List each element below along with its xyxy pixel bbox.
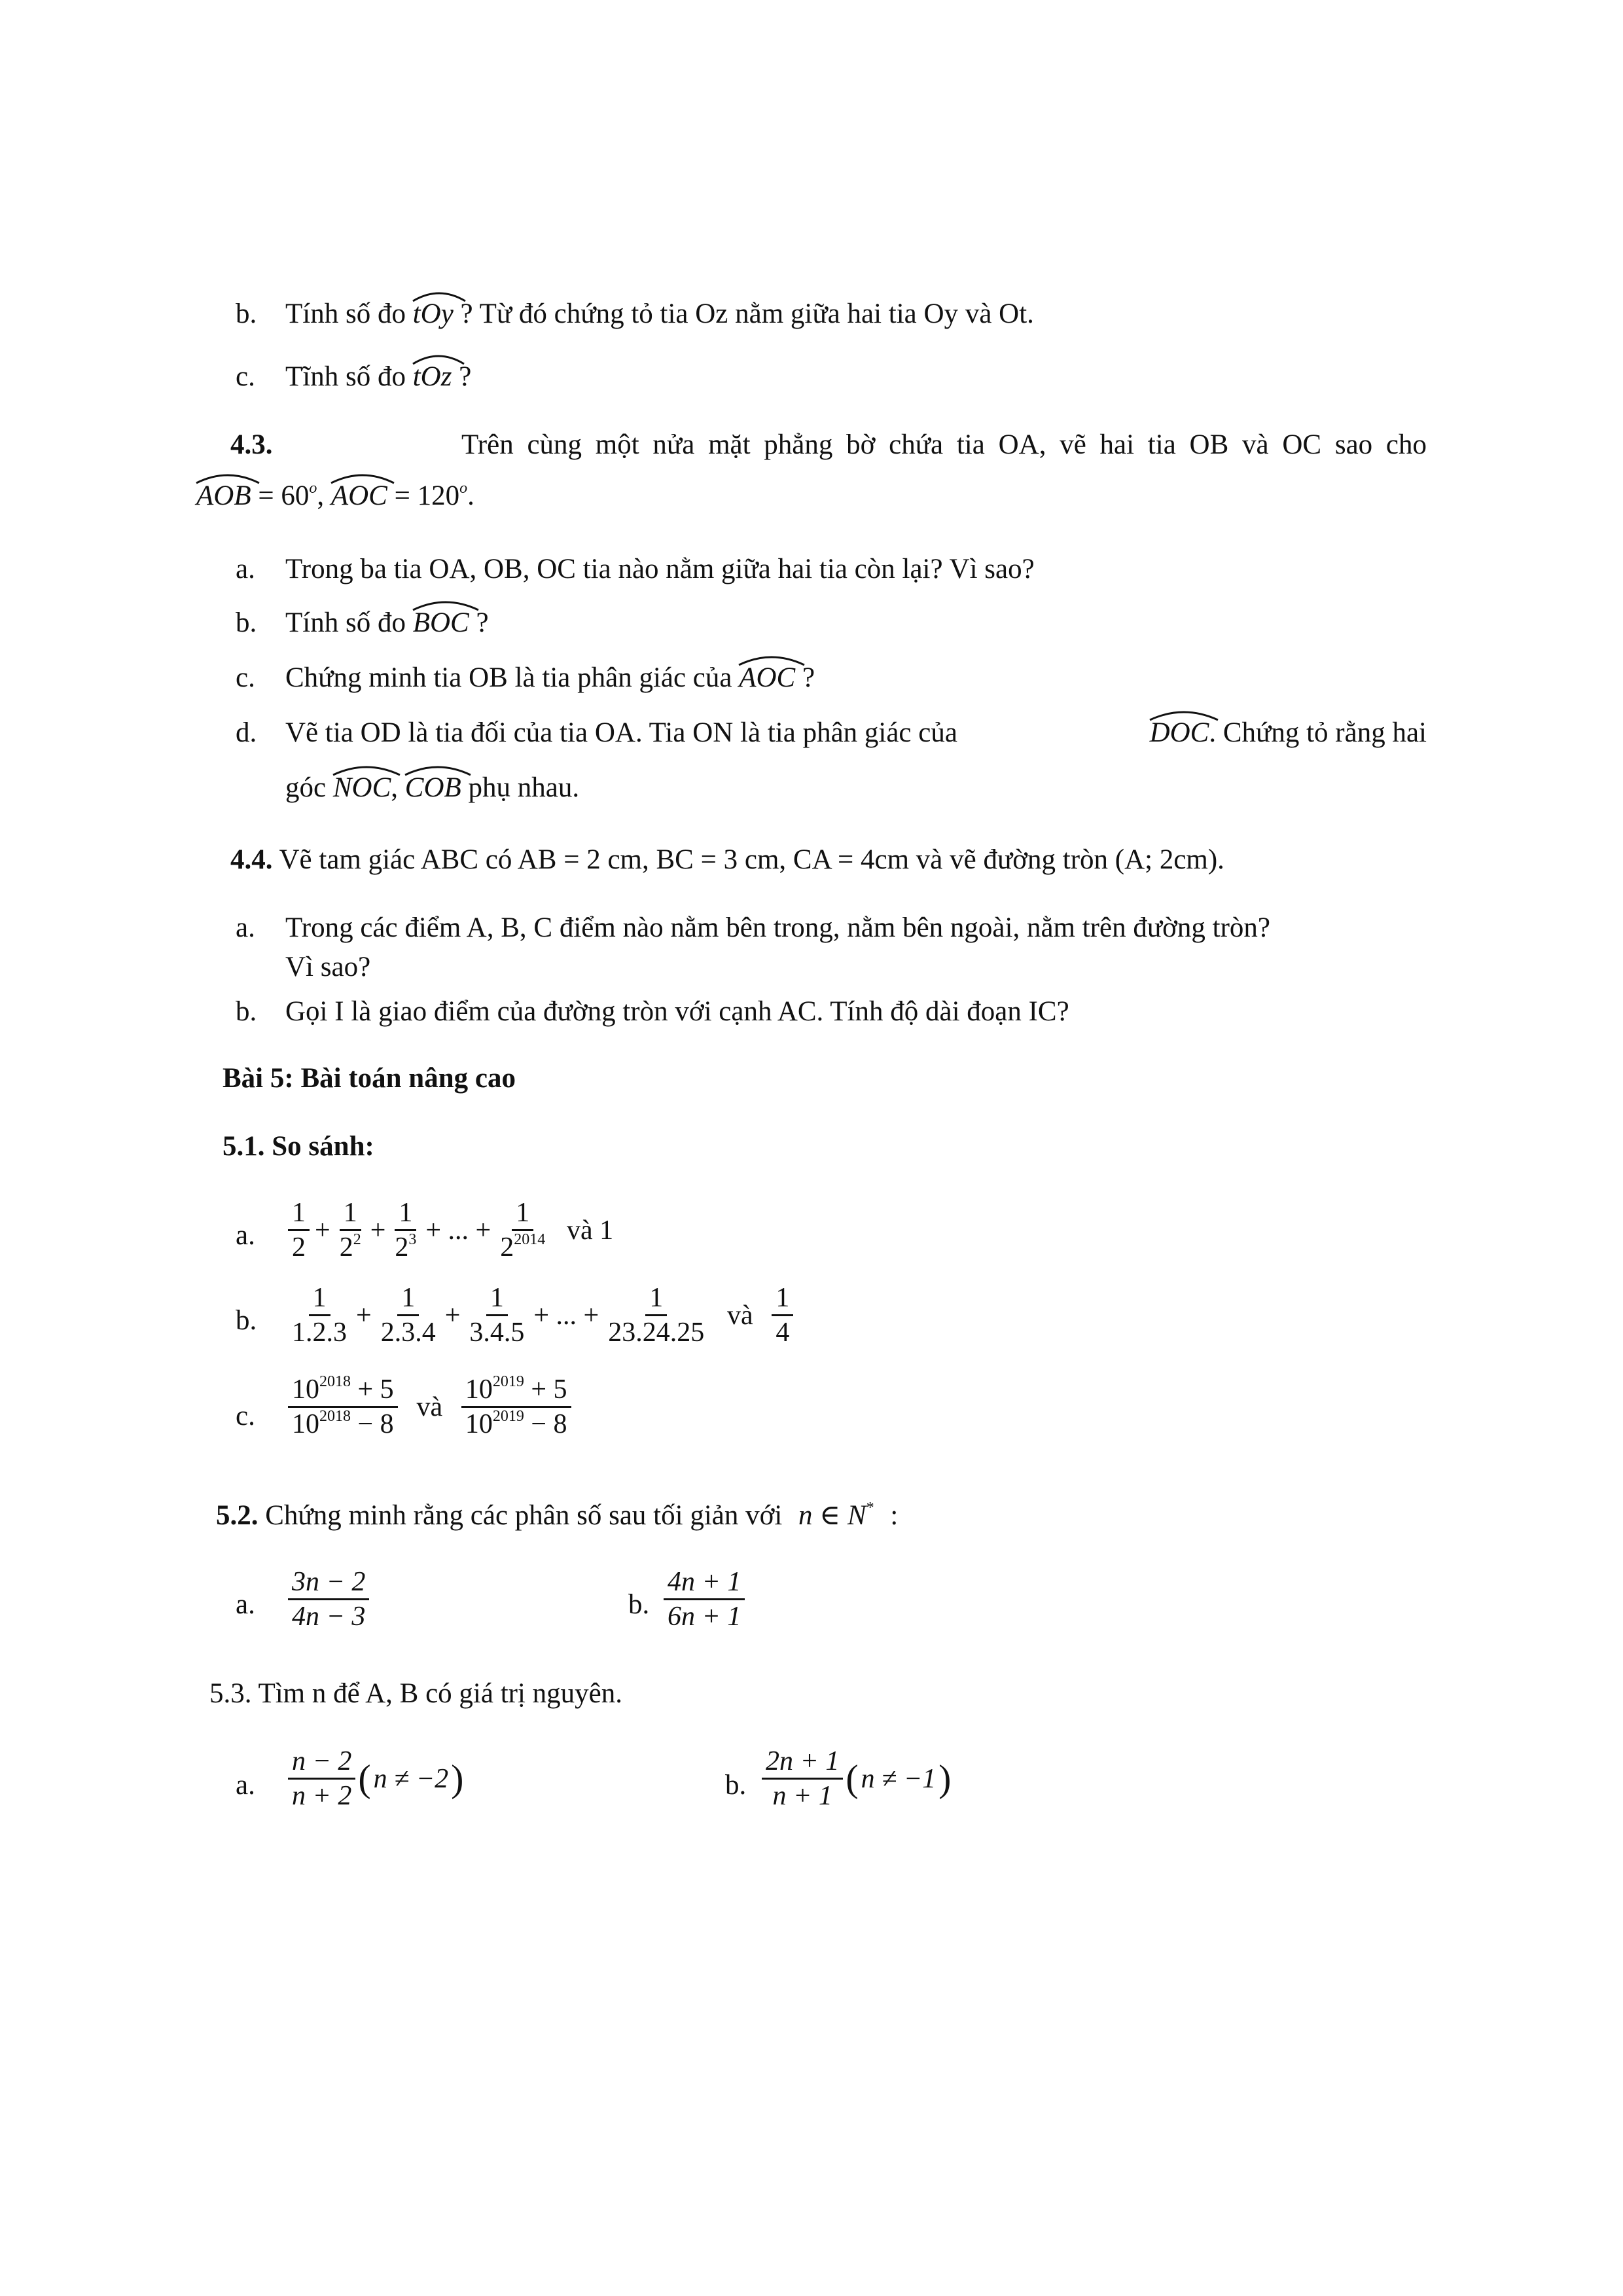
angle-symbol [413, 605, 469, 641]
problem-5-2 [216, 1498, 898, 1534]
fraction [391, 1196, 420, 1264]
item-label: c. [236, 662, 255, 693]
angle-name: AOB [196, 480, 251, 511]
separator: , [391, 772, 399, 803]
fraction [496, 1196, 549, 1264]
fraction [288, 1282, 351, 1349]
denominator [288, 1408, 398, 1441]
expression-5-3-b [759, 1745, 951, 1812]
denominator: 4 [776, 1318, 790, 1348]
angle-symbol [196, 478, 251, 514]
math-value: = 120 [394, 480, 460, 511]
angle-symbol [331, 478, 387, 514]
fraction [288, 1566, 369, 1633]
base: 2 [500, 1232, 514, 1263]
math-value: = 60 [258, 480, 310, 511]
item-label: a. [236, 1589, 255, 1620]
base: 2 [339, 1232, 353, 1263]
expression-5-3-a [285, 1745, 463, 1812]
item-label: a. [236, 1770, 255, 1801]
term: − 8 [531, 1409, 567, 1439]
text-span: phụ nhau. [468, 772, 580, 803]
problem-number: 4.4. [230, 844, 273, 875]
numerator: 1 [309, 1282, 330, 1316]
denominator [391, 1231, 420, 1264]
angle-name: DOC [1149, 717, 1209, 748]
fraction [336, 1196, 365, 1264]
text-span: Tính số đo [285, 607, 406, 638]
angle-symbol [413, 359, 452, 395]
item-text [285, 715, 1427, 751]
separator: . [467, 480, 474, 511]
base: 10 [465, 1409, 493, 1439]
angle-name: tOz [412, 361, 452, 392]
subsection-title: 5.1. So sánh: [223, 1131, 374, 1162]
expression-5-2-a [285, 1566, 372, 1633]
problem-text: Trên cùng một nửa mặt phẳng bờ chứa tia OA, vẽ hai tia OB và OC sao cho [461, 429, 1427, 460]
item-label: d. [236, 717, 257, 748]
problem-text: Vẽ tam giác ABC có AB = 2 cm, BC = 3 cm, CA = 4cm và vẽ đường tròn (A; 2cm). [279, 844, 1224, 875]
operator: + ... + [533, 1300, 599, 1331]
numerator: 1 [288, 1196, 310, 1231]
numerator: 1 [486, 1282, 508, 1316]
item-label: c. [236, 1401, 255, 1431]
text-span: góc [285, 772, 327, 803]
angle-symbol [333, 770, 391, 806]
item-text: Gọi I là giao điểm của đường tròn với cạnh AC. Tính độ dài đoạn IC? [285, 996, 1069, 1027]
expression-5-1-a [285, 1196, 616, 1264]
angle-symbol [739, 660, 795, 696]
text-span: ? Từ đó chứng tỏ tia Oz nằm giữa hai tia Oy và Ot. [460, 298, 1034, 329]
item-text [285, 359, 471, 395]
expression-5-1-c [285, 1373, 574, 1441]
fraction [604, 1282, 708, 1349]
denominator [461, 1408, 571, 1441]
item-label: a. [236, 554, 255, 584]
denominator: 3.4.5 [469, 1318, 525, 1348]
parenthesis: ) [938, 1757, 952, 1800]
item-label: b. [236, 607, 257, 638]
angle-symbol [1150, 715, 1209, 751]
numerator: 1 [645, 1282, 667, 1316]
item-label: b. [628, 1589, 650, 1620]
denominator: n + 2 [292, 1781, 352, 1811]
denominator: 23.24.25 [608, 1318, 705, 1348]
condition: n ≠ −1 [861, 1763, 936, 1794]
item-text: Trong các điểm A, B, C điểm nào nằm bên trong, nằm bên ngoài, nằm trên đường tròn? [285, 912, 1270, 943]
exponent: 2018 [319, 1373, 351, 1390]
angle-name: COB [404, 772, 461, 803]
fraction [465, 1282, 528, 1349]
term: − 8 [357, 1409, 394, 1439]
denominator: 6n + 1 [668, 1602, 741, 1632]
math-expression: n ∈ N [798, 1500, 866, 1531]
angle-name: AOC [739, 662, 796, 693]
exponent: 2 [353, 1231, 361, 1248]
exponent: 2018 [319, 1408, 351, 1425]
item-label: c. [236, 361, 255, 392]
numerator [461, 1373, 571, 1408]
text-span: ? [476, 607, 489, 638]
base: 2 [395, 1232, 409, 1263]
exponent: 2019 [492, 1373, 524, 1390]
fraction [288, 1373, 398, 1441]
numerator: n − 2 [288, 1745, 355, 1780]
parenthesis: ( [358, 1757, 371, 1800]
fraction [377, 1282, 440, 1349]
fraction [288, 1196, 310, 1264]
base: 10 [292, 1374, 319, 1405]
degree-mark: o [309, 480, 317, 497]
problem-4-3 [230, 427, 1427, 463]
denominator: 4n − 3 [292, 1602, 366, 1632]
denominator [496, 1231, 549, 1264]
text-span: Vẽ tia OD là tia đối của tia OA. Tia ON là tia phân giác của [285, 717, 957, 748]
numerator: 1 [772, 1282, 793, 1316]
denominator: n + 1 [772, 1781, 832, 1811]
denominator [336, 1231, 365, 1264]
item-text [285, 660, 815, 696]
denominator: 2.3.4 [380, 1318, 436, 1348]
numerator: 2n + 1 [762, 1745, 843, 1780]
item-label: a. [236, 912, 255, 943]
item-label: b. [236, 1305, 257, 1336]
base: 10 [465, 1374, 493, 1405]
text-span: Tĩnh số đo [285, 361, 406, 392]
operator: + [356, 1300, 372, 1331]
problem-4-3-angles [196, 478, 474, 514]
numerator: 4n + 1 [664, 1566, 745, 1600]
angle-name: tOy [412, 298, 454, 329]
separator: : [890, 1500, 899, 1531]
numerator [288, 1373, 398, 1408]
parenthesis: ) [451, 1757, 464, 1800]
exponent: 3 [408, 1231, 417, 1248]
fraction [762, 1745, 843, 1812]
problem-5-3: 5.3. Tìm n để A, B có giá trị nguyên. [209, 1678, 622, 1709]
numerator: 1 [397, 1282, 419, 1316]
fraction [664, 1566, 745, 1633]
text-span: Tính số đo [285, 298, 406, 329]
parenthesis: ( [846, 1757, 859, 1800]
operator: + [370, 1215, 386, 1246]
operator: + [444, 1300, 461, 1331]
item-text-continued: Vì sao? [285, 952, 371, 982]
numerator: 1 [512, 1196, 533, 1231]
item-text [285, 605, 489, 641]
problem-text: Chứng minh rằng các phân số sau tối giản với [265, 1500, 783, 1531]
comparison-text: và 1 [567, 1215, 614, 1246]
item-label: b. [236, 298, 257, 329]
operator: + [315, 1215, 330, 1246]
fraction [288, 1745, 355, 1812]
text-span: ? [459, 361, 472, 392]
numerator: 3n − 2 [288, 1566, 369, 1600]
comparison-text: và [727, 1300, 753, 1331]
angle-name: AOC [330, 480, 387, 511]
base: 10 [292, 1409, 319, 1439]
term: + 5 [357, 1374, 394, 1405]
problem-number: 5.2. [216, 1500, 259, 1531]
fraction [461, 1373, 571, 1441]
denominator: 1.2.3 [292, 1318, 347, 1348]
item-text: Trong ba tia OA, OB, OC tia nào nằm giữa hai tia còn lại? Vì sao? [285, 554, 1035, 584]
angle-name: BOC [412, 607, 469, 638]
text-span: . Chứng tỏ rằng hai [1209, 717, 1427, 748]
problem-4-4 [230, 842, 1224, 878]
item-label: a. [236, 1220, 255, 1251]
item-label: b. [725, 1770, 747, 1801]
denominator: 2 [292, 1232, 306, 1263]
item-text-continued [285, 770, 579, 806]
numerator: 1 [395, 1196, 416, 1231]
fraction [772, 1282, 793, 1349]
text-span: ? [802, 662, 815, 693]
angle-symbol [405, 770, 461, 806]
expression-5-1-b [285, 1282, 796, 1349]
term: + 5 [531, 1374, 567, 1405]
degree-mark: o [459, 480, 468, 497]
superscript: * [866, 1499, 874, 1516]
item-label: b. [236, 996, 257, 1027]
section-title: Bài 5: Bài toán nâng cao [223, 1063, 516, 1094]
problem-number: 4.3. [230, 429, 273, 460]
numerator: 1 [340, 1196, 361, 1231]
text-span: Chứng minh tia OB là tia phân giác của [285, 662, 732, 693]
separator: , [317, 480, 325, 511]
exponent: 2014 [514, 1231, 546, 1248]
angle-name: NOC [332, 772, 391, 803]
angle-symbol [413, 296, 454, 332]
operator: + ... + [425, 1215, 491, 1246]
expression-5-2-b [661, 1566, 747, 1633]
comparison-text: và [416, 1391, 443, 1422]
exponent: 2019 [492, 1408, 524, 1425]
item-text [285, 296, 1034, 332]
condition: n ≠ −2 [373, 1763, 449, 1794]
